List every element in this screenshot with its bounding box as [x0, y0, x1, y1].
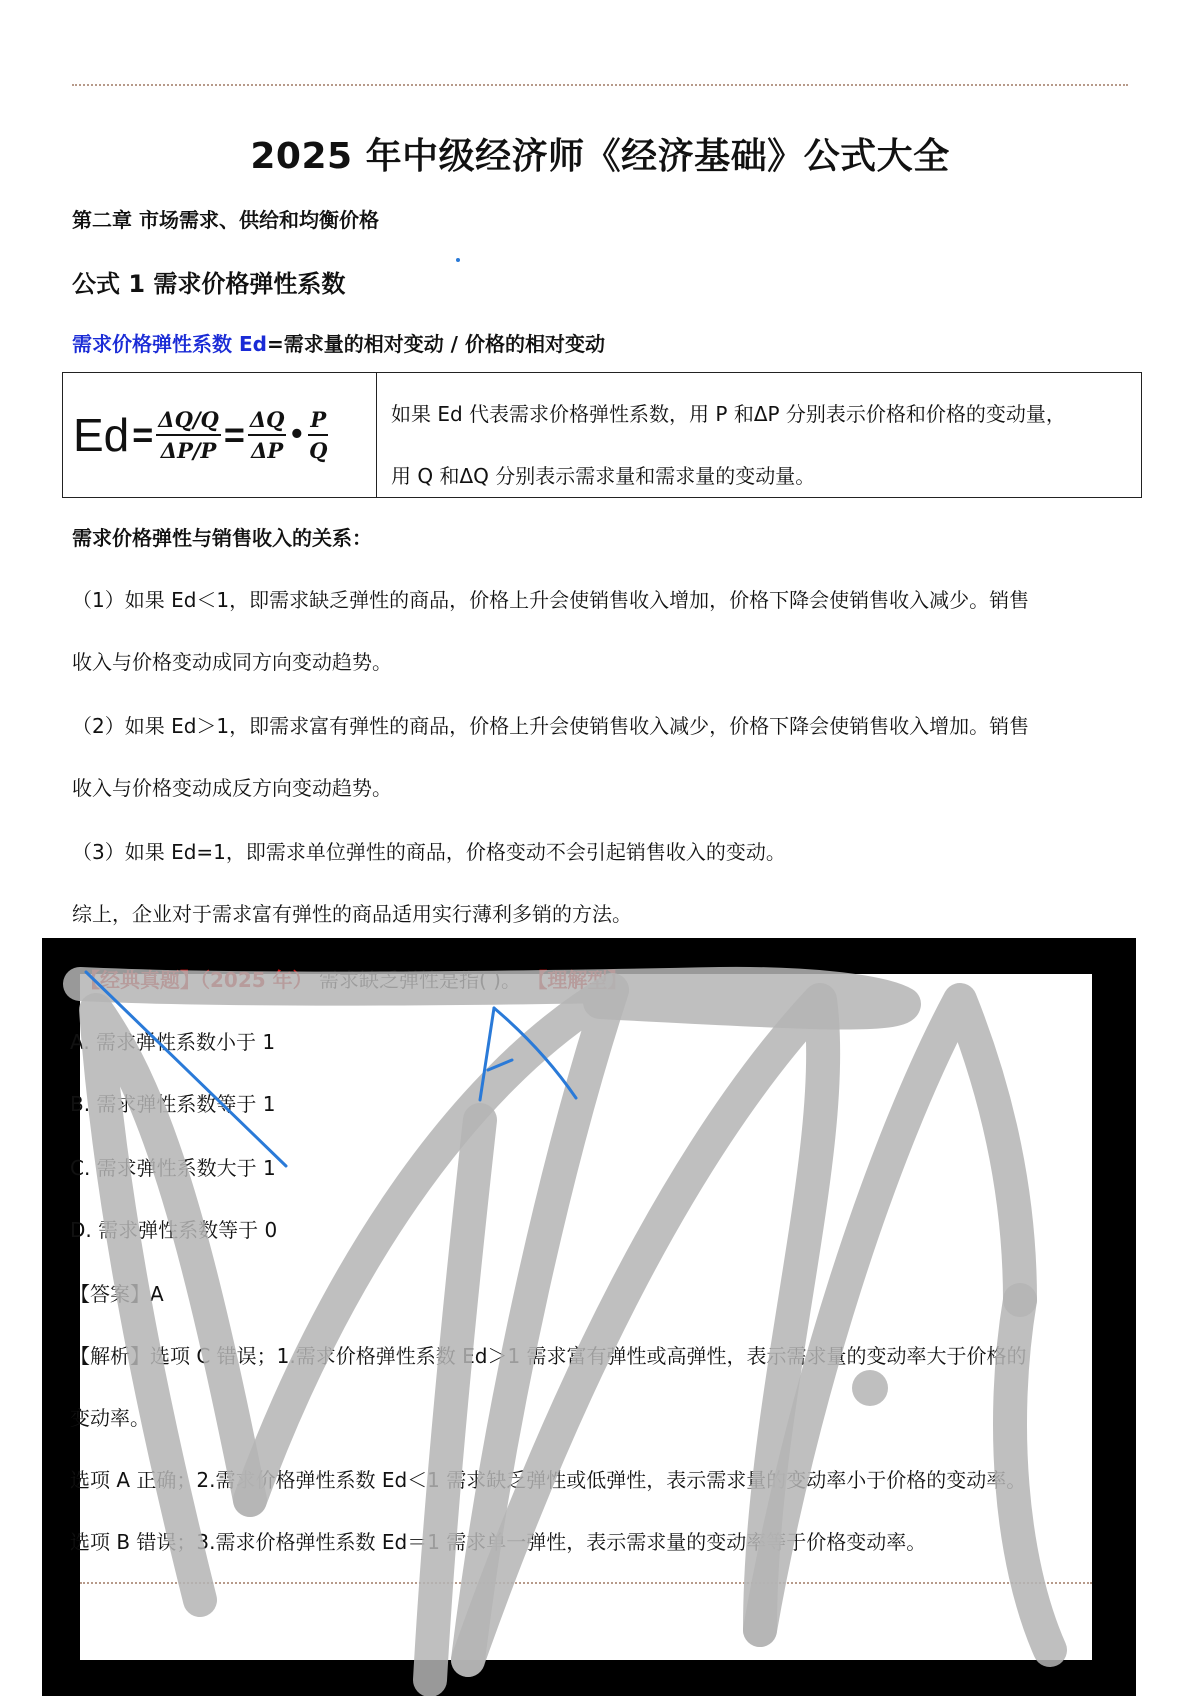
fraction-1 — [156, 407, 221, 463]
formula-description — [377, 373, 1141, 497]
question-type-link[interactable]: 【理解型】 — [527, 968, 628, 992]
option-a: A. 需求弹性系数小于 1 — [70, 1030, 276, 1054]
stray-dot — [456, 258, 460, 262]
formula-cell — [63, 373, 377, 497]
formula-lhs: Ed — [73, 409, 130, 461]
analysis-line-1: 【解析】选项 C 错误；1.需求价格弹性系数 Ed＞1 需求富有弹性或高弹性，表示需求量的变动率大于价格的 — [70, 1344, 1027, 1368]
summary-line: 综上，企业对于需求富有弹性的商品适用实行薄利多销的方法。 — [72, 902, 632, 926]
analysis-line-3: 选项 A 正确；2.需求价格弹性系数 Ed＜1 需求缺乏弹性或低弹性，表示需求量的变动率小于价格的变动率。 — [70, 1468, 1027, 1492]
option-b: B. 需求弹性系数等于 1 — [70, 1092, 276, 1116]
relation-1-line-2: 收入与价格变动成同方向变动趋势。 — [72, 650, 392, 674]
fraction-2 — [248, 407, 287, 463]
fraction-1-num: ΔQ/Q — [156, 407, 221, 436]
question-header — [80, 964, 627, 993]
relation-1-line-1: （1）如果 Ed＜1，即需求缺乏弹性的商品，价格上升会使销售收入增加，价格下降会使销售收入减少。销售 — [72, 588, 1030, 612]
relation-3: （3）如果 Ed=1，即需求单位弹性的商品，价格变动不会引起销售收入的变动。 — [72, 840, 786, 864]
page-title: 2025 年中级经济师《经济基础》公式大全 — [250, 136, 950, 177]
analysis-line-4: 选项 B 错误；3.需求价格弹性系数 Ed＝1 需求单一弹性，表示需求量的变动率等于价格变动率。 — [70, 1530, 927, 1554]
definition-line — [72, 328, 605, 357]
formula-table — [62, 372, 1142, 498]
footer-rule — [80, 1582, 1092, 1584]
formula-eq-1: = — [132, 414, 154, 455]
chapter-heading: 第二章 市场需求、供给和均衡价格 — [72, 208, 379, 232]
question-tag: 【经典真题】（2025 年） — [80, 968, 313, 992]
fraction-2-num: ΔQ — [248, 407, 287, 436]
formula-desc-line-1: 如果 Ed 代表需求价格弹性系数，用 P 和ΔP 分别表示价格和价格的变动量， — [391, 402, 1066, 426]
fraction-2-den: ΔP — [251, 438, 284, 463]
option-d: D. 需求弹性系数等于 0 — [70, 1218, 278, 1242]
definition-rest: =需求量的相对变动 / 价格的相对变动 — [266, 332, 605, 356]
fraction-3 — [307, 407, 329, 463]
formula-desc-line-2: 用 Q 和ΔQ 分别表示需求量和需求量的变动量。 — [391, 464, 816, 488]
header-rule — [72, 84, 1128, 86]
multiply-dot: • — [288, 420, 306, 450]
relation-heading: 需求价格弹性与销售收入的关系： — [72, 526, 372, 550]
question-text: 需求缺乏弹性是指( )。 — [319, 968, 521, 992]
relation-2-line-2: 收入与价格变动成反方向变动趋势。 — [72, 776, 392, 800]
relation-2-line-1: （2）如果 Ed＞1，即需求富有弹性的商品，价格上升会使销售收入减少，价格下降会使销售收入增加。销售 — [72, 714, 1030, 738]
fraction-3-num: P — [308, 407, 328, 436]
analysis-line-2: 变动率。 — [70, 1406, 150, 1430]
definition-term: 需求价格弹性系数 Ed — [72, 332, 267, 356]
fraction-3-den: Q — [309, 438, 328, 463]
question-panel — [70, 968, 1092, 1660]
elasticity-formula — [73, 407, 329, 463]
answer-line: 【答案】A — [70, 1282, 164, 1306]
formula-eq-2: = — [223, 414, 245, 455]
option-c: C. 需求弹性系数大于 1 — [70, 1156, 276, 1180]
fraction-1-den: ΔP/P — [160, 438, 217, 463]
formula-heading: 公式 1 需求价格弹性系数 — [72, 270, 346, 298]
